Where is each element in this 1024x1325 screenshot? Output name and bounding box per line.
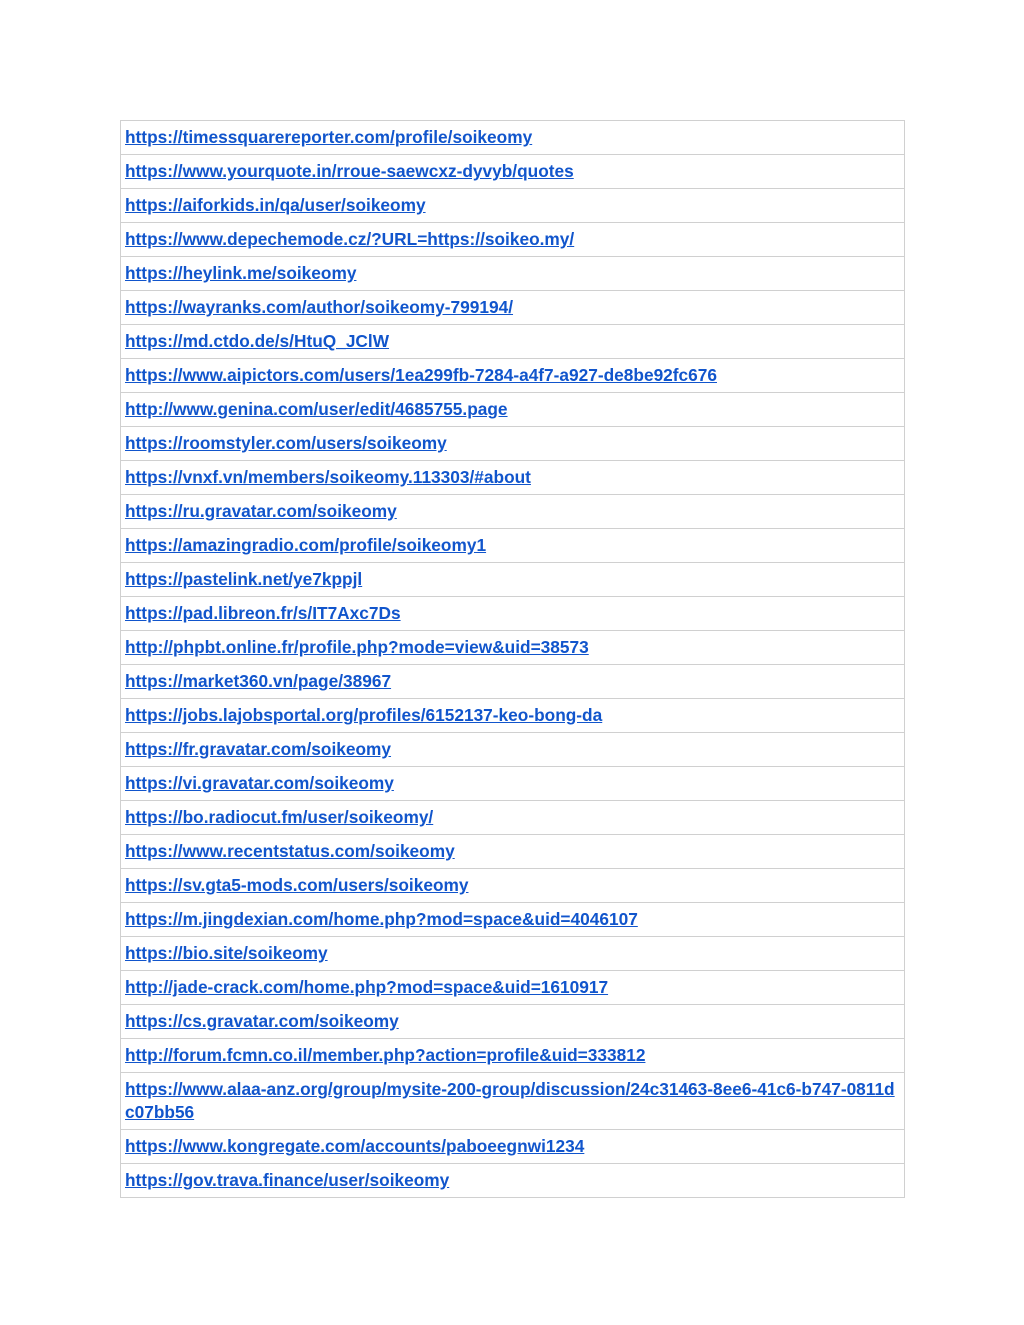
url-link[interactable]: https://www.depechemode.cz/?URL=https://soikeo.my/ (125, 229, 575, 249)
url-link[interactable]: https://www.recentstatus.com/soikeomy (125, 841, 455, 861)
table-cell (121, 495, 905, 529)
url-link[interactable]: https://pastelink.net/ye7kppjl (125, 569, 363, 589)
table-row (121, 835, 905, 869)
table-row (121, 665, 905, 699)
url-link[interactable]: https://www.kongregate.com/accounts/paboeegnwi1234 (125, 1136, 585, 1156)
url-link[interactable]: https://pad.libreon.fr/s/IT7Axc7Ds (125, 603, 401, 623)
url-link[interactable]: https://ru.gravatar.com/soikeomy (125, 501, 397, 521)
url-link[interactable]: https://heylink.me/soikeomy (125, 263, 357, 283)
url-link[interactable]: https://www.aipictors.com/users/1ea299fb-7284-a4f7-a927-de8be92fc676 (125, 365, 717, 385)
url-link[interactable]: https://bio.site/soikeomy (125, 943, 328, 963)
table-row (121, 699, 905, 733)
table-cell (121, 699, 905, 733)
table-row (121, 121, 905, 155)
table-row (121, 291, 905, 325)
url-link[interactable]: https://jobs.lajobsportal.org/profiles/6152137-keo-bong-da (125, 705, 603, 725)
table-cell (121, 529, 905, 563)
url-link[interactable]: https://vnxf.vn/members/soikeomy.113303/#about (125, 467, 531, 487)
url-link[interactable]: https://roomstyler.com/users/soikeomy (125, 433, 447, 453)
table-row (121, 325, 905, 359)
table-row (121, 733, 905, 767)
table-cell (121, 359, 905, 393)
url-link[interactable]: https://sv.gta5-mods.com/users/soikeomy (125, 875, 469, 895)
table-cell (121, 291, 905, 325)
table-row (121, 427, 905, 461)
url-link[interactable]: https://aiforkids.in/qa/user/soikeomy (125, 195, 426, 215)
table-cell (121, 835, 905, 869)
table-row (121, 903, 905, 937)
url-link[interactable]: https://m.jingdexian.com/home.php?mod=space&uid=4046107 (125, 909, 638, 929)
table-cell (121, 1039, 905, 1073)
table-row (121, 223, 905, 257)
table-row (121, 767, 905, 801)
table-cell (121, 937, 905, 971)
url-link[interactable]: http://forum.fcmn.co.il/member.php?action=profile&uid=333812 (125, 1045, 646, 1065)
url-link[interactable]: http://phpbt.online.fr/profile.php?mode=view&uid=38573 (125, 637, 589, 657)
link-table (120, 120, 905, 1198)
table-row (121, 801, 905, 835)
table-cell (121, 155, 905, 189)
table-cell (121, 1164, 905, 1198)
table-cell (121, 563, 905, 597)
table-row (121, 495, 905, 529)
table-cell (121, 733, 905, 767)
table-cell (121, 189, 905, 223)
table-row (121, 597, 905, 631)
table-cell (121, 597, 905, 631)
url-link[interactable]: http://jade-crack.com/home.php?mod=space&uid=1610917 (125, 977, 609, 997)
link-table-body (121, 121, 905, 1198)
url-link[interactable]: https://gov.trava.finance/user/soikeomy (125, 1170, 450, 1190)
table-row (121, 393, 905, 427)
table-row (121, 155, 905, 189)
table-cell (121, 767, 905, 801)
table-row (121, 1073, 905, 1130)
table-row (121, 631, 905, 665)
table-cell (121, 427, 905, 461)
url-link[interactable]: https://md.ctdo.de/s/HtuQ_JClW (125, 331, 390, 351)
url-link[interactable]: https://www.yourquote.in/rroue-saewcxz-dyvyb/quotes (125, 161, 574, 181)
url-link[interactable]: https://www.alaa-anz.org/group/mysite-200-group/discussion/24c31463-8ee6-41c6-b747-0811dc07bb56 (125, 1079, 895, 1122)
table-row (121, 563, 905, 597)
table-row (121, 1039, 905, 1073)
table-cell (121, 1073, 905, 1130)
table-row (121, 189, 905, 223)
table-row (121, 971, 905, 1005)
table-cell (121, 801, 905, 835)
table-row (121, 359, 905, 393)
table-cell (121, 971, 905, 1005)
table-row (121, 937, 905, 971)
table-cell (121, 461, 905, 495)
table-cell (121, 257, 905, 291)
table-row (121, 869, 905, 903)
url-link[interactable]: https://amazingradio.com/profile/soikeomy1 (125, 535, 487, 555)
url-link[interactable]: https://cs.gravatar.com/soikeomy (125, 1011, 399, 1031)
table-cell (121, 1005, 905, 1039)
table-cell (121, 869, 905, 903)
table-cell (121, 1130, 905, 1164)
table-cell (121, 903, 905, 937)
table-cell (121, 631, 905, 665)
url-link[interactable]: https://wayranks.com/author/soikeomy-799194/ (125, 297, 514, 317)
url-link[interactable]: https://fr.gravatar.com/soikeomy (125, 739, 392, 759)
table-row (121, 529, 905, 563)
table-row (121, 1164, 905, 1198)
table-row (121, 1005, 905, 1039)
url-link[interactable]: https://timessquarereporter.com/profile/soikeomy (125, 127, 533, 147)
url-link[interactable]: http://www.genina.com/user/edit/4685755.page (125, 399, 508, 419)
table-cell (121, 665, 905, 699)
table-cell (121, 393, 905, 427)
url-link[interactable]: https://vi.gravatar.com/soikeomy (125, 773, 394, 793)
table-cell (121, 325, 905, 359)
table-cell (121, 121, 905, 155)
table-cell (121, 223, 905, 257)
url-link[interactable]: https://market360.vn/page/38967 (125, 671, 392, 691)
table-row (121, 1130, 905, 1164)
url-link[interactable]: https://bo.radiocut.fm/user/soikeomy/ (125, 807, 434, 827)
table-row (121, 257, 905, 291)
table-row (121, 461, 905, 495)
